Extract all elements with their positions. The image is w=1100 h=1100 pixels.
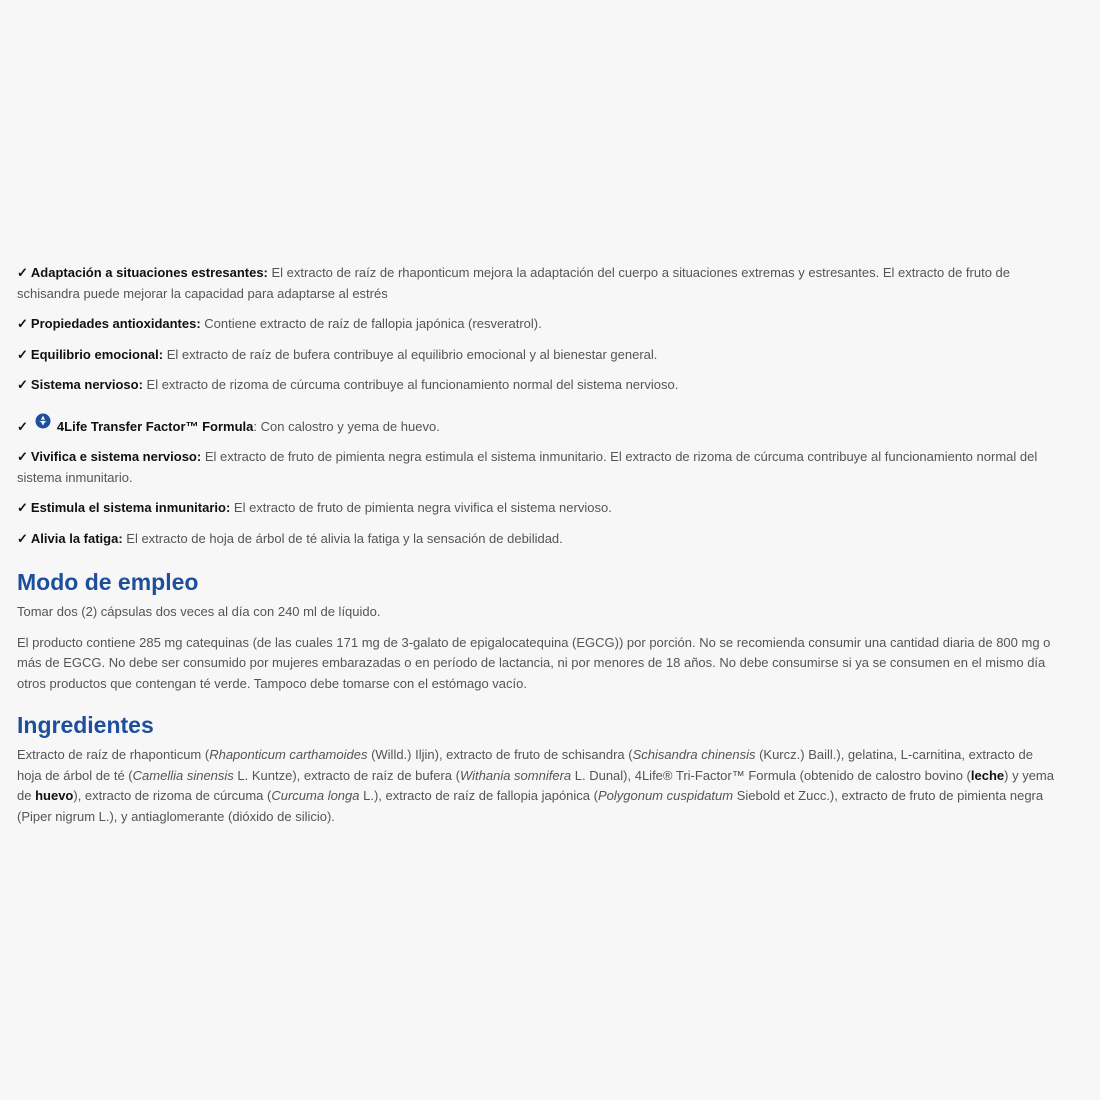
benefit-item xyxy=(17,529,1060,550)
ingredient-text: L.), extracto de raíz de fallopia japónica ( xyxy=(359,788,598,803)
benefit-term: Estimula el sistema inmunitario: xyxy=(30,500,231,515)
benefit-item xyxy=(17,345,1060,366)
benefit-term: Propiedades antioxidantes: xyxy=(30,316,201,331)
ingredient-latin-name: Curcuma longa xyxy=(271,788,360,803)
ingredient-text: ), extracto de rizoma de cúrcuma ( xyxy=(73,788,272,803)
ingredient-latin-name: Polygonum cuspidatum xyxy=(597,788,734,803)
benefit-text: El extracto de hoja de árbol de té alivia la fatiga y la sensación de debilidad. xyxy=(122,530,563,546)
check-icon: ✓ xyxy=(17,500,28,515)
benefit-term: Vivifica e sistema nervioso: xyxy=(30,449,202,464)
benefit-text: Contiene extracto de raíz de fallopia japónica (resveratrol). xyxy=(200,316,542,331)
benefit-item xyxy=(17,314,1060,335)
benefit-item xyxy=(17,447,1060,488)
benefit-term: Adaptación a situaciones estresantes: xyxy=(30,265,268,280)
check-icon: ✓ xyxy=(17,530,28,546)
ingredient-text: L. Dunal), 4Life® Tri-Factor™ Formula (obtenido de calostro bovino ( xyxy=(571,767,971,783)
benefit-term: Sistema nervioso: xyxy=(30,377,143,392)
benefit-item xyxy=(17,498,1060,519)
check-icon: ✓ xyxy=(17,418,28,434)
ingredients-heading: Ingredientes xyxy=(17,712,154,738)
ingredient-latin-name: Rhaponticum carthamoides xyxy=(209,747,368,762)
benefits-list xyxy=(17,263,1060,549)
usage-paragraph: Tomar dos (2) cápsulas dos veces al día con 240 ml de líquido. xyxy=(17,604,381,619)
usage-heading: Modo de empleo xyxy=(17,569,199,595)
ingredient-latin-name: Schisandra chinensis xyxy=(632,747,756,762)
allergen-term: leche xyxy=(970,767,1005,783)
benefit-term: Equilibrio emocional: xyxy=(30,346,164,362)
transfer-factor-item xyxy=(17,413,1060,438)
check-icon: ✓ xyxy=(17,449,28,464)
ingredient-latin-name: Camellia sinensis xyxy=(132,767,234,783)
benefit-term: Alivia la fatiga: xyxy=(30,530,123,546)
ingredient-text: (Willd.) Iljin), extracto de fruto de schisandra ( xyxy=(367,747,633,762)
benefit-text: El extracto de raíz de bufera contribuye al equilibrio emocional y al bienestar general. xyxy=(163,346,658,362)
transfer-factor-term: 4Life Transfer Factor™ Formula xyxy=(56,418,254,434)
benefit-item xyxy=(17,375,1060,396)
ingredients-text xyxy=(17,745,1060,827)
check-icon: ✓ xyxy=(17,346,28,362)
usage-section xyxy=(17,602,1060,694)
4life-logo-icon xyxy=(35,413,51,436)
benefit-text: El extracto de fruto de pimienta negra vivifica el sistema nervioso. xyxy=(230,500,612,515)
ingredient-text: Siebold et Zucc.), extracto de fruto de pimienta negra (Piper nigrum L.), y antiaglomerante (dióxido de silicio). xyxy=(17,788,1044,824)
usage-paragraph: El producto contiene 285 mg catequinas (de las cuales 171 mg de 3-galato de epigalocatequina (EGCG)) por porción. No se recomienda consumir una cantidad diaria de 800 mg o más de EGCG. No debe ser consumido por mujeres embarazadas o en período de lactancia, ni por menores de 18 años. No debe consumirse si ya se consumen en el mismo día otros productos que contengan té verde. Tampoco debe tomarse con el estómago vacío. xyxy=(17,634,1051,691)
benefit-text: El extracto de raíz de rhaponticum mejora la adaptación del cuerpo a situaciones extremas y estresantes. El extracto de fruto de schisandra puede mejorar la capacidad para adaptarse al estrés xyxy=(17,265,1011,301)
ingredient-text: ) y yema de xyxy=(17,767,1054,803)
ingredient-latin-name: Withania somnifera xyxy=(459,767,572,783)
check-icon: ✓ xyxy=(17,265,28,280)
transfer-factor-text: : Con calostro y yema de huevo. xyxy=(253,418,440,434)
allergen-term: huevo xyxy=(35,788,74,803)
check-icon: ✓ xyxy=(17,316,28,331)
check-icon: ✓ xyxy=(17,377,28,392)
benefit-text: El extracto de fruto de pimienta negra estimula el sistema inmunitario. El extracto de rizoma de cúrcuma contribuye al funcionamiento normal del sistema inmunitario. xyxy=(17,449,1038,485)
benefit-item xyxy=(17,263,1060,304)
ingredient-text: Extracto de raíz de rhaponticum ( xyxy=(17,747,210,762)
ingredient-text: L. Kuntze), extracto de raíz de bufera ( xyxy=(233,767,460,783)
benefit-text: El extracto de rizoma de cúrcuma contribuye al funcionamiento normal del sistema nervioso. xyxy=(142,377,679,392)
ingredient-text: (Kurcz.) Baill.), gelatina, L-carnitina, extracto de hoja de árbol de té ( xyxy=(17,747,1033,783)
